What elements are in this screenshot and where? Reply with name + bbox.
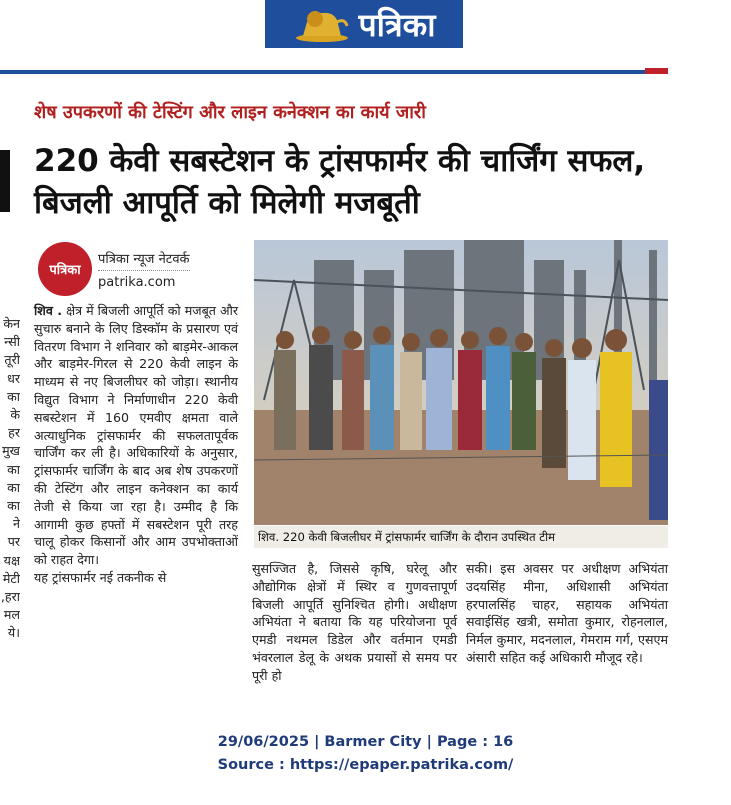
- patrika-logo-icon: [38, 242, 92, 296]
- fragment-line: मुख: [2, 443, 20, 459]
- fragment-line: यक्ष: [3, 552, 20, 568]
- masthead-name: पत्रिका: [358, 5, 436, 44]
- article-column-1: [34, 302, 238, 587]
- fragment-line: का: [7, 498, 20, 514]
- article-headline: 220 केवी सबस्टेशन के ट्रांसफार्मर की चार्जिंग सफल, बिजली आपूर्ति को मिलेगी मजबूती: [34, 143, 646, 221]
- neighbor-headline-fragment: [0, 150, 10, 212]
- fragment-line: ने: [13, 516, 20, 532]
- article-column-2: सुसज्जित है, जिससे कृषि, घरेलू और औद्योगिक क्षेत्रों में स्थिर व गुणवत्तापूर्ण बिजली आपूर्ति सुनिश्चित होगी। अधीक्षण अभियंता ने बताया कि यह परियोजना पूर्व एमडी नथमल डिडेल और वर्तमान एमडी भंवरलाल डेलू के अथक प्रयासों से समय पर पूरी हो: [252, 561, 457, 683]
- article-kicker: शेष उपकरणों की टेस्टिंग और लाइन कनेक्शन का कार्य जारी: [34, 102, 426, 123]
- column-1-text: क्षेत्र में बिजली आपूर्ति को मजबूत और सुचारु बनाने के लिए डिस्कॉम के प्रसारण एवं वितरण विभाग ने शनिवार को बाड़मेर-आकल और बाड़मेर-गिरल से 220 केवी लाइन के माध्यम से नए बिजलीघर को जोड़ा। स्थानीय विद्युत विभाग ने निर्माणाधीन 220 केवी सबस्टेशन में 160 एमवीए क्षमता वाले अत्याधुनिक ट्रांसफार्मर की सफलतापूर्वक चार्जिंग कर ली है। अधिकारियों के अनुसार, ट्रांसफार्मर चार्जिंग के बाद अब शेष उपकरणों की टेस्टिंग और लाइन कनेक्शन का कार्य तेजी से किया जा रहा है। उम्मीद है कि आगामी कुछ हफ्तों में सबस्टेशन पूरी तरह चालू होकर किसानों और आम उपभोक्ताओं को राहत देगा।: [34, 303, 238, 568]
- lion-emblem-icon: [293, 4, 351, 44]
- fragment-line: मेटी: [2, 570, 20, 586]
- fragment-line: केन: [3, 316, 20, 331]
- article-photo: [254, 240, 668, 525]
- fragment-line: न्सी: [4, 334, 20, 350]
- edition-info: 29/06/2025 | Barmer City | Page : 16: [217, 734, 514, 750]
- fragment-line: का: [7, 388, 20, 404]
- fragment-line: का: [7, 461, 20, 477]
- top-rule-accent: [645, 68, 668, 74]
- fragment-line: हर: [8, 425, 20, 441]
- fragment-line: मल: [3, 607, 20, 623]
- masthead-logo: [265, 0, 463, 48]
- column-1-tail: यह ट्रांसफार्मर नई तकनीक से: [34, 569, 167, 585]
- byline-network: पत्रिका न्यूज नेटवर्क: [98, 249, 190, 271]
- fragment-line: पर: [7, 534, 20, 550]
- fragment-line: ये।: [7, 625, 20, 641]
- byline-logo-text: पत्रिका: [49, 263, 81, 278]
- fragment-line: के: [10, 407, 20, 423]
- fragment-line: का: [7, 479, 20, 495]
- neighbor-article-fragment: [0, 315, 20, 643]
- fragment-line: तूरी: [4, 352, 20, 368]
- fragment-line: धर: [7, 370, 20, 386]
- byline: [38, 242, 190, 296]
- fragment-line: हरा,: [0, 589, 20, 605]
- top-rule: [0, 70, 668, 74]
- article-column-3: सकी। इस अवसर पर अधीक्षण अभियंता उदयसिंह मीना, अधिशासी अभियंता हरपालसिंह चाहर, सहायक अभियंता सवाईसिंह खत्री, समोता कुमार, रोहनलाल, निर्मल कुमार, मदनलाल, गेमराम गर्ग, एसएम अंसारी सहित कई अधिकारी मौजूद रहे।: [466, 561, 668, 665]
- photo-caption: शिव. 220 केवी बिजलीघर में ट्रांसफार्मर चार्जिंग के दौरान उपस्थित टीम: [254, 526, 668, 548]
- byline-site: patrika.com: [98, 274, 176, 290]
- dateline: शिव .: [34, 303, 63, 318]
- source-link[interactable]: Source : https://epaper.patrika.com/: [217, 757, 514, 773]
